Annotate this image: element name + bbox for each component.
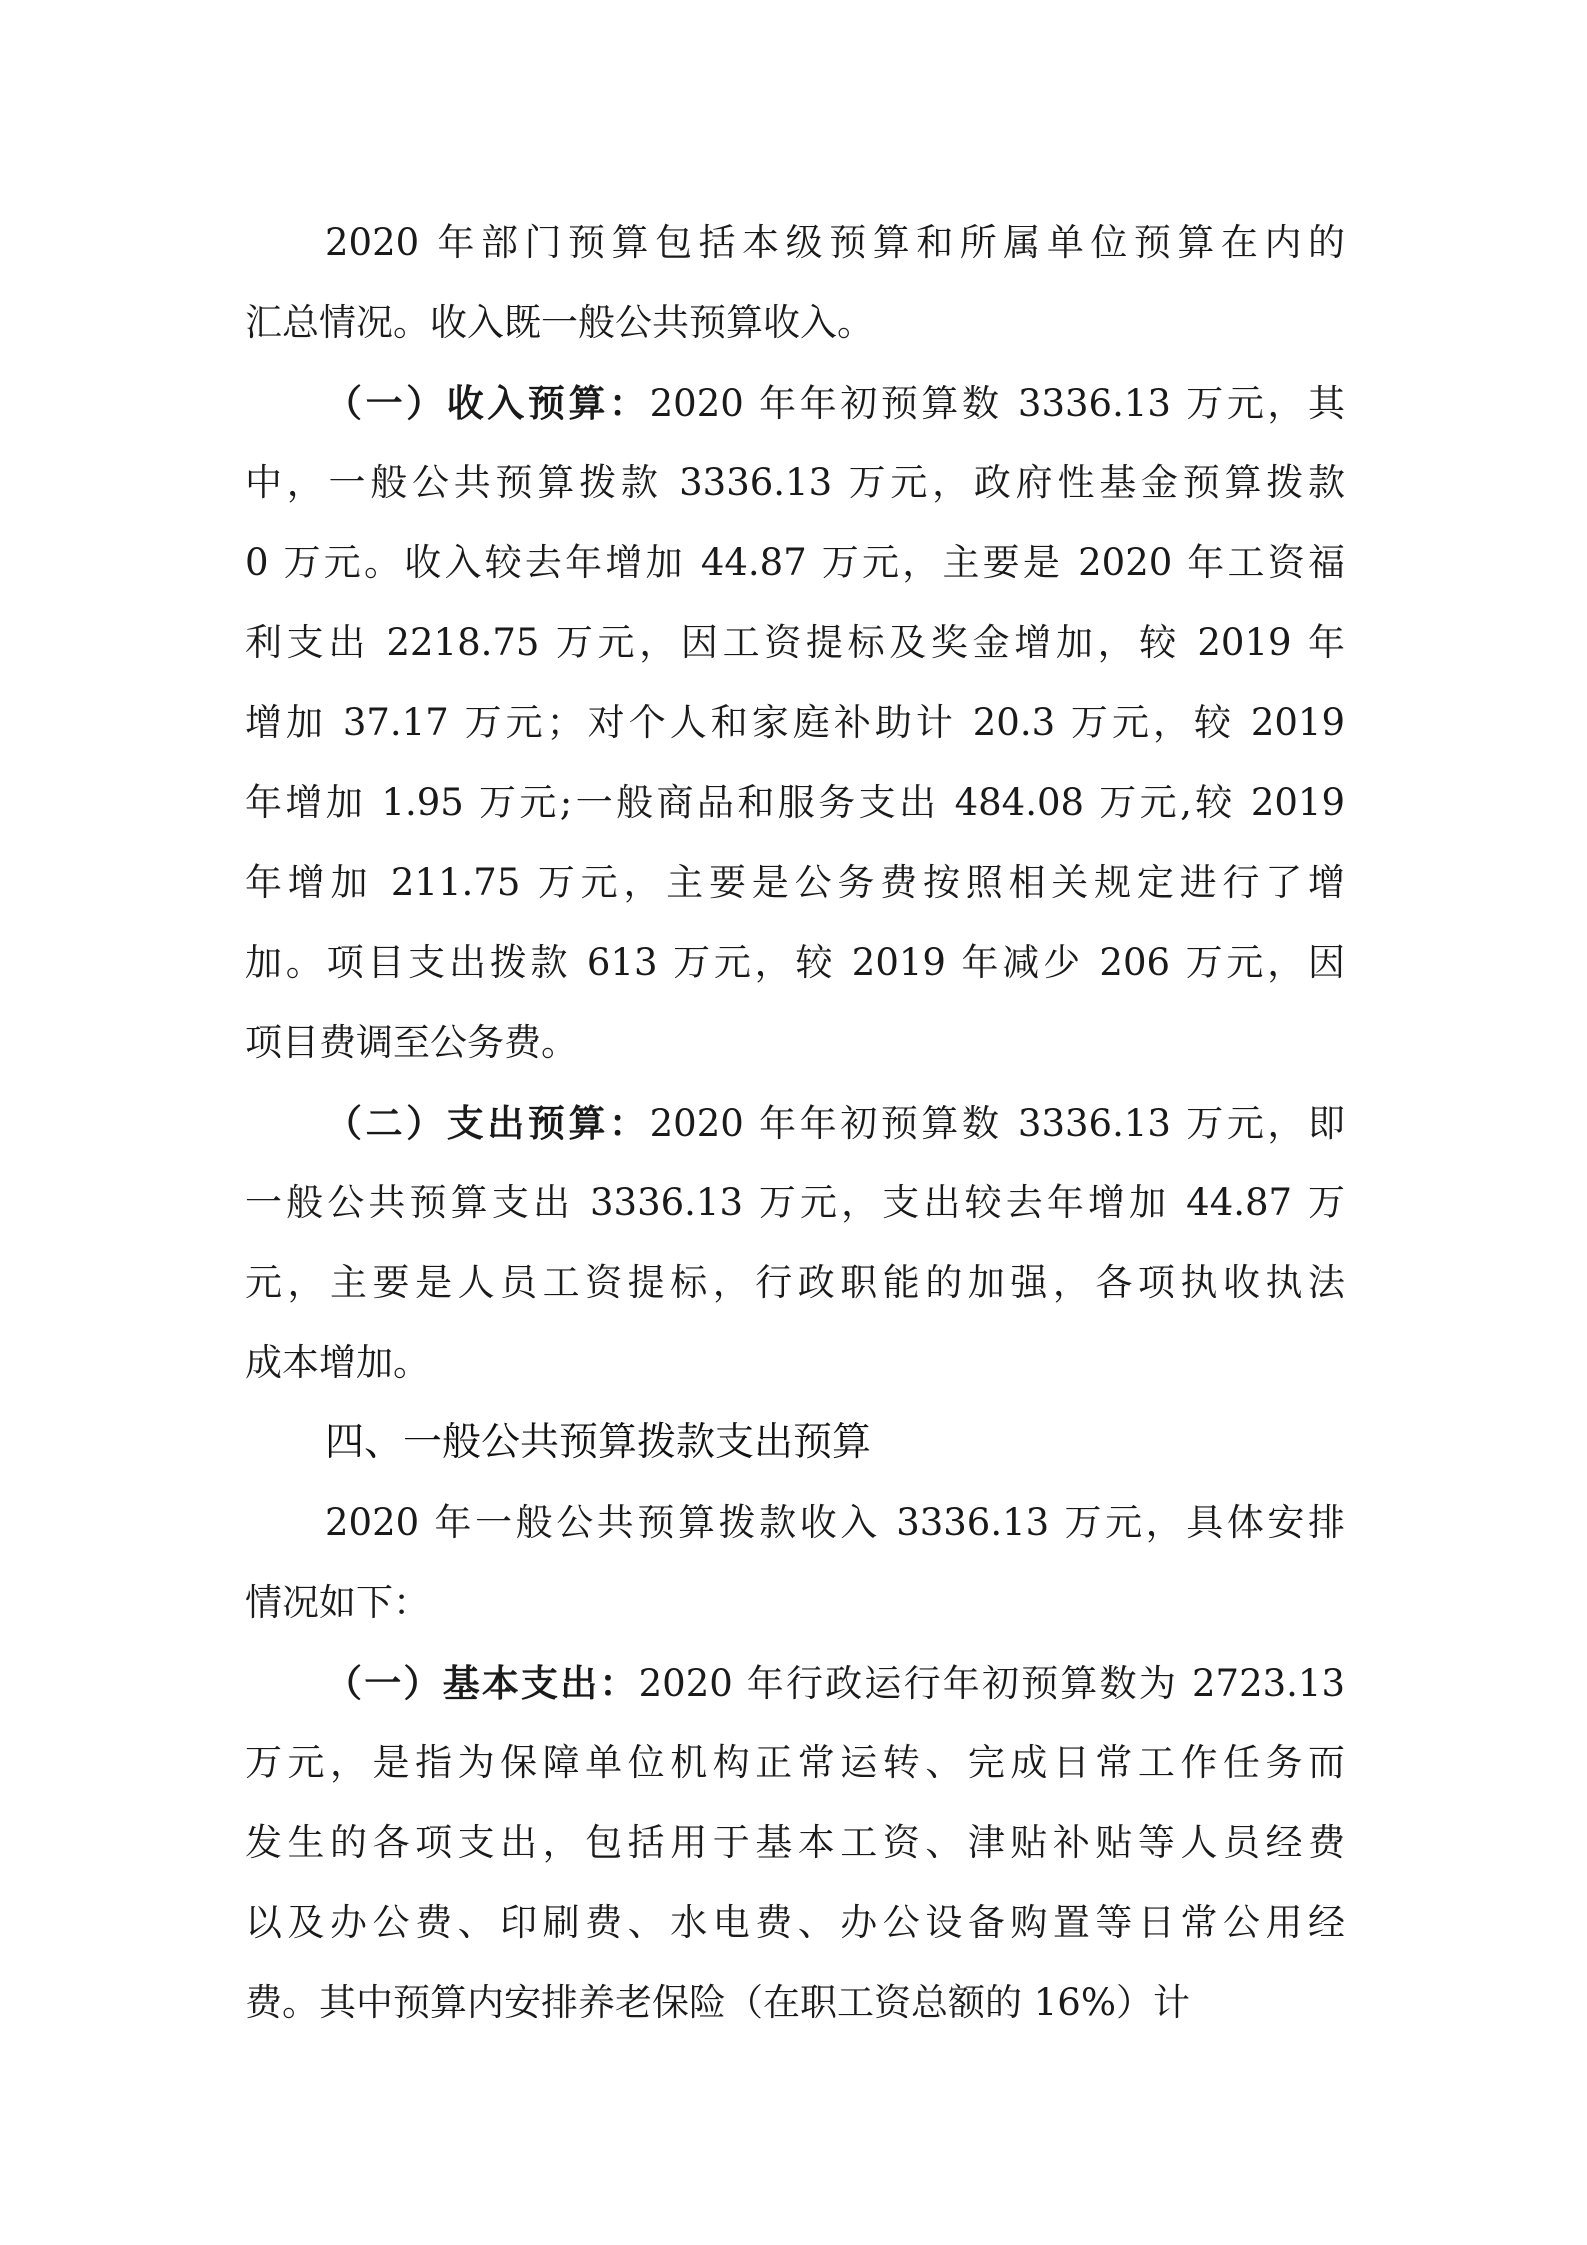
paragraph-line (325, 1658, 1345, 1708)
paragraph-line: 汇总情况。收入既一般公共预算收入。 (245, 301, 874, 344)
section-label-basic-expenditure: （一）基本支出： (325, 1661, 639, 1705)
paragraph-line: 利支出 2218.75 万元，因工资提标及奖金增加，较 2019 年 (245, 621, 1345, 664)
paragraph-line: 年增加 1.95 万元;一般商品和服务支出 484.08 万元,较 2019 (245, 781, 1345, 824)
paragraph-line: 情况如下： (245, 1581, 430, 1624)
paragraph-line: 成本增加。 (245, 1341, 430, 1384)
section-label-expenditure-budget: （二）支出预算： (325, 1101, 650, 1145)
paragraph-line (325, 1098, 1345, 1148)
paragraph-line: 费。其中预算内安排养老保险（在职工资总额的 16%）计 (245, 1981, 1190, 2024)
paragraph-line: 0 万元。收入较去年增加 44.87 万元，主要是 2020 年工资福 (245, 541, 1345, 584)
paragraph-line: 项目费调至公务费。 (245, 1021, 578, 1064)
paragraph-line (325, 378, 1345, 428)
paragraph-line: 年增加 211.75 万元，主要是公务费按照相关规定进行了增 (245, 861, 1345, 904)
paragraph-line: 2020 年部门预算包括本级预算和所属单位预算在内的 (325, 221, 1345, 264)
paragraph-line: 发生的各项支出，包括用于基本工资、津贴补贴等人员经费 (245, 1821, 1345, 1864)
paragraph-line: 增加 37.17 万元；对个人和家庭补助计 20.3 万元，较 2019 (245, 701, 1345, 744)
paragraph-text: 2020 年行政运行年初预算数为 2723.13 (638, 1662, 1345, 1705)
paragraph-text: 2020 年年初预算数 3336.13 万元，即 (649, 1102, 1346, 1145)
paragraph-line: 加。项目支出拨款 613 万元，较 2019 年减少 206 万元，因 (245, 941, 1345, 984)
paragraph-text: 2020 年年初预算数 3336.13 万元，其 (649, 382, 1346, 425)
paragraph-line: 万元，是指为保障单位机构正常运转、完成日常工作任务而 (245, 1741, 1345, 1784)
paragraph-line: 2020 年一般公共预算拨款收入 3336.13 万元，具体安排 (325, 1501, 1345, 1544)
paragraph-line: 以及办公费、印刷费、水电费、办公设备购置等日常公用经 (245, 1901, 1345, 1944)
section-label-income-budget: （一）收入预算： (325, 381, 650, 425)
paragraph-line: 元，主要是人员工资提标，行政职能的加强，各项执收执法 (245, 1261, 1345, 1304)
section-heading: 四、一般公共预算拨款支出预算 (325, 1420, 872, 1465)
paragraph-line: 一般公共预算支出 3336.13 万元，支出较去年增加 44.87 万 (245, 1181, 1345, 1224)
paragraph-line: 中，一般公共预算拨款 3336.13 万元，政府性基金预算拨款 (245, 461, 1345, 504)
